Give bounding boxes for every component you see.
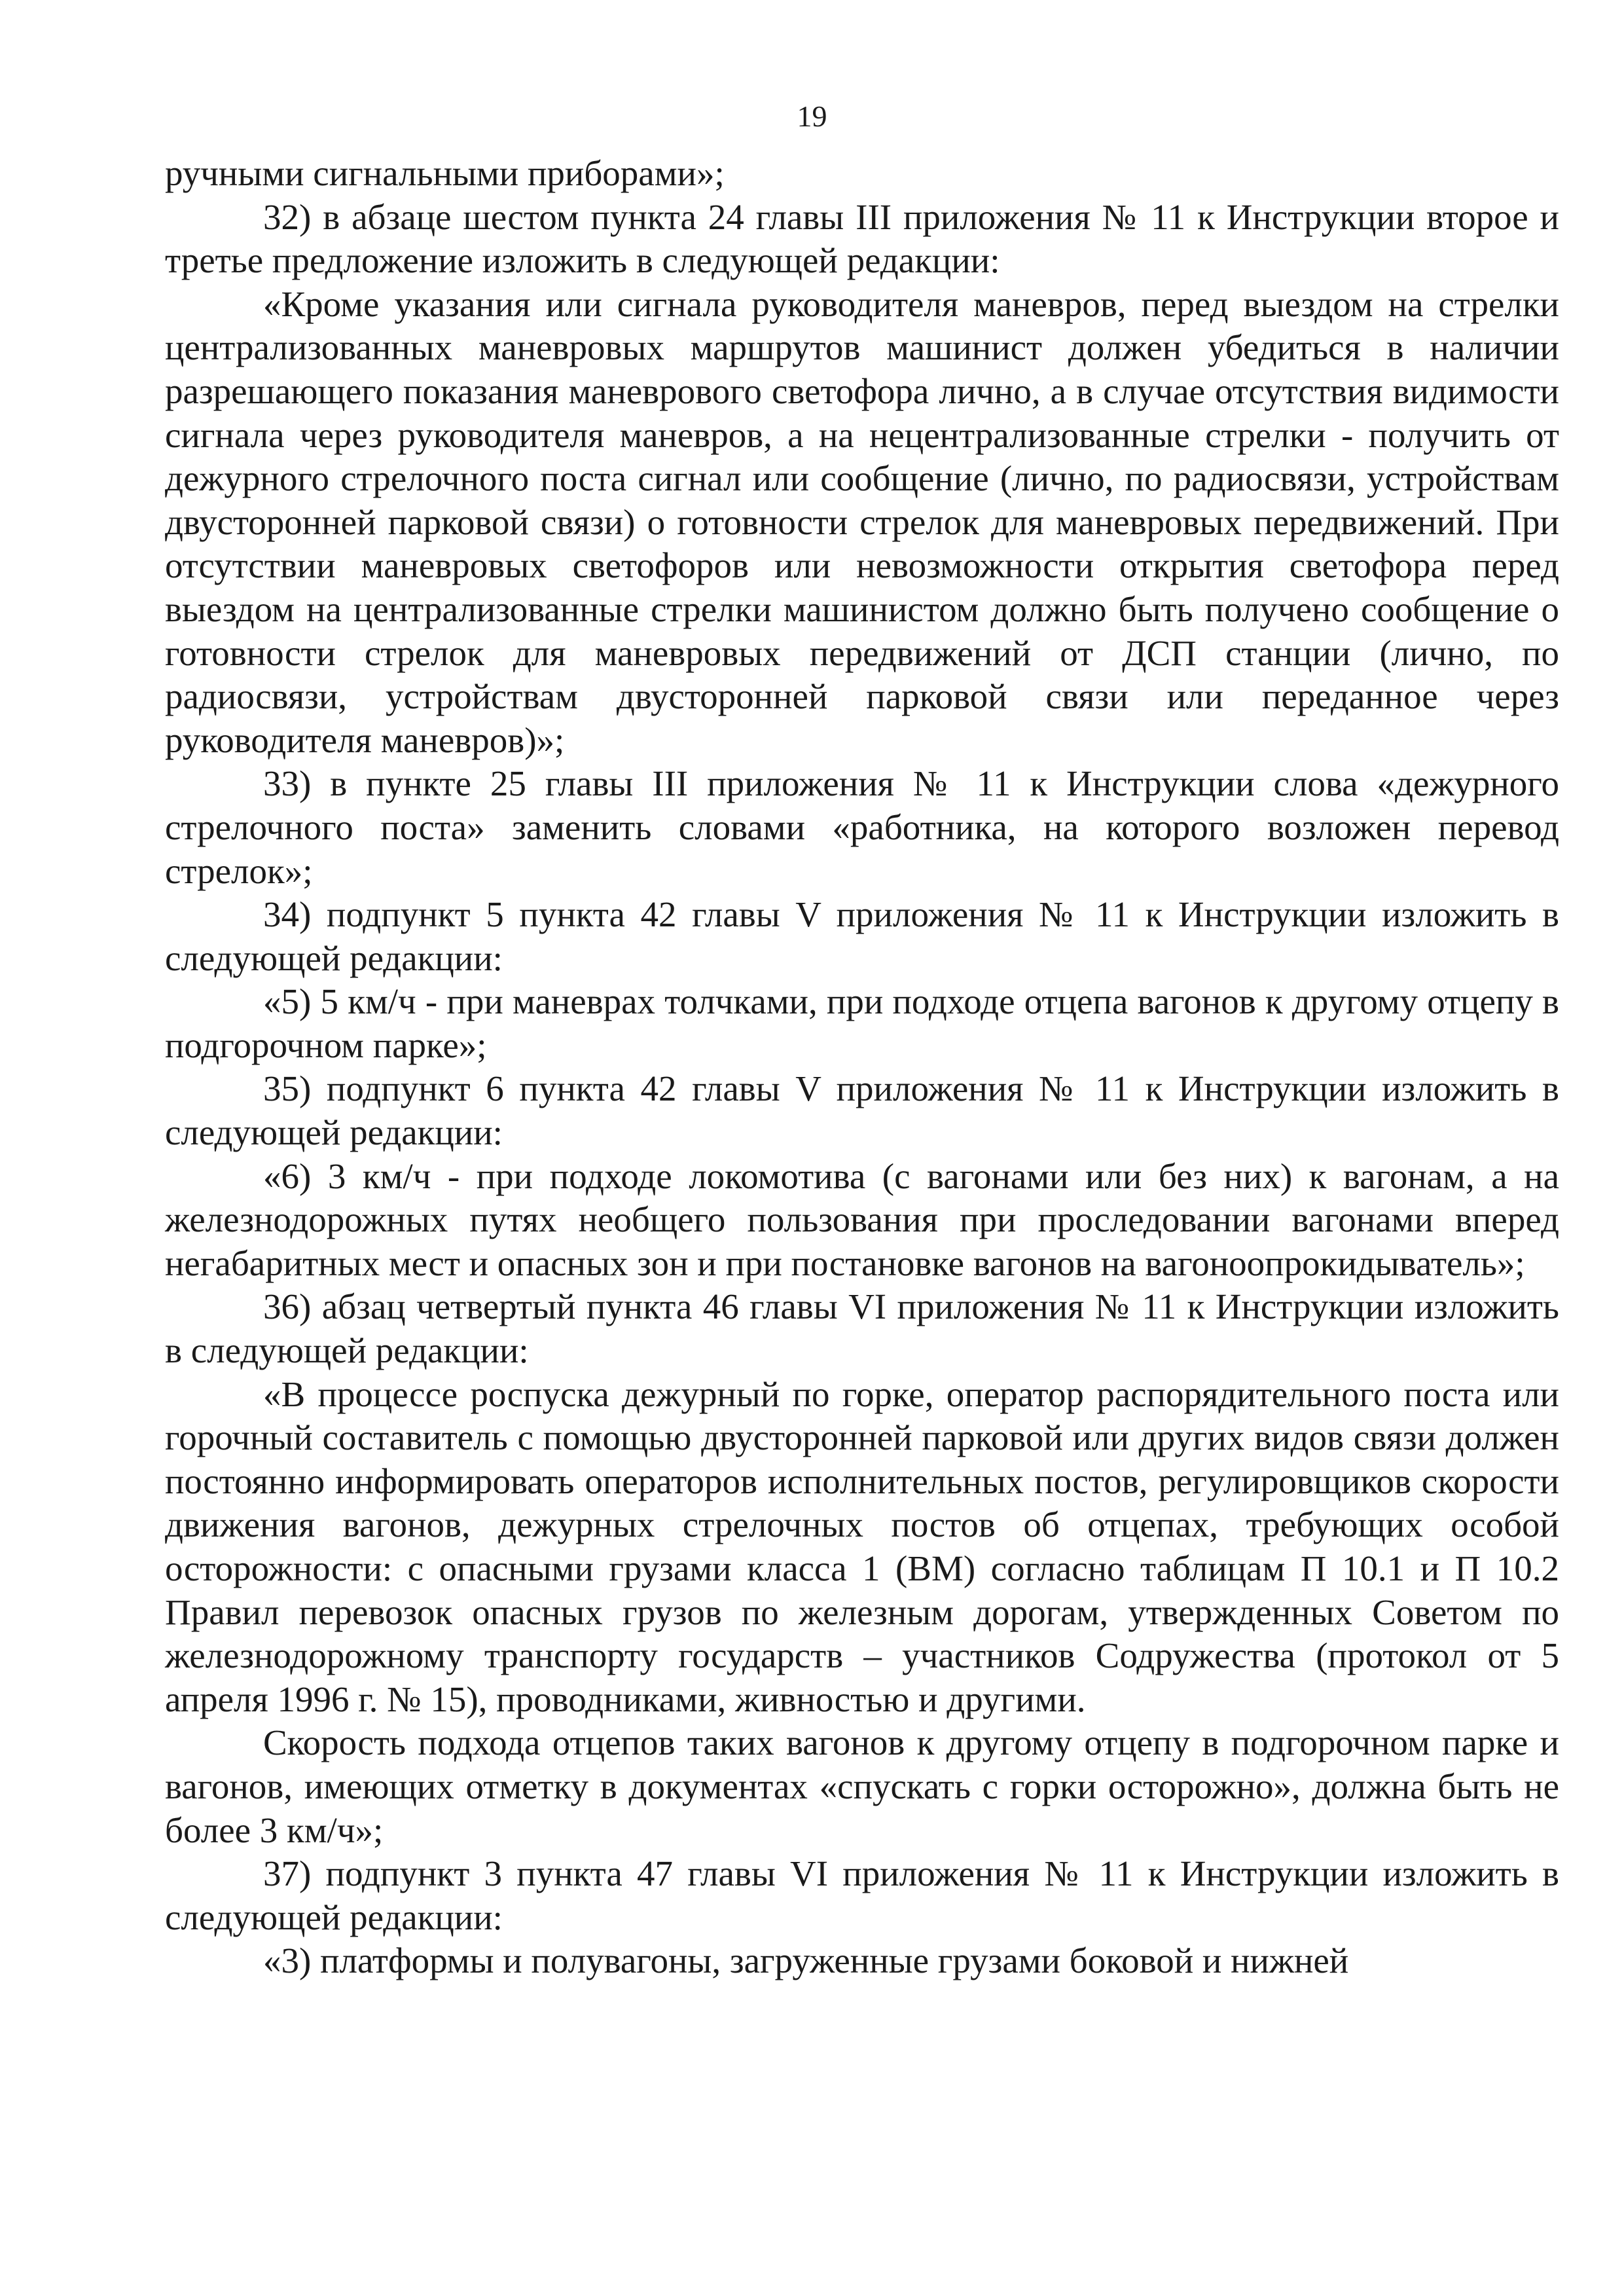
paragraph-continuation: ручными сигнальными приборами»;	[165, 153, 725, 193]
page-number: 19	[797, 100, 827, 133]
document-body	[165, 152, 1559, 1983]
paragraph-item-36: 36) абзац четвертый пункта 46 главы VI приложения № 11 к Инструкции изложить в следующей редакции:	[165, 1286, 1559, 1371]
paragraph-quote-34: «5) 5 км/ч - при маневрах толчками, при подходе отцепа вагонов к другому отцепу в подгорочном парке»;	[165, 981, 1559, 1065]
paragraph-item-32: 32) в абзаце шестом пункта 24 главы III приложения № 11 к Инструкции второе и третье предложение изложить в следующей редакции:	[165, 196, 1559, 281]
paragraph-item-35: 35) подпункт 6 пункта 42 главы V приложения № 11 к Инструкции изложить в следующей редакции:	[165, 1068, 1559, 1153]
paragraph-item-37: 37) подпункт 3 пункта 47 главы VI приложения № 11 к Инструкции изложить в следующей редакции:	[165, 1853, 1559, 1937]
paragraph-item-33: 33) в пункте 25 главы III приложения № 11 к Инструкции слова «дежурного стрелочного поста» заменить словами «работника, на которого возложен перевод стрелок»;	[165, 763, 1559, 891]
paragraph-quote-32: «Кроме указания или сигнала руководителя маневров, перед выездом на стрелки централизованных маневровых маршрутов машинист должен убедиться в наличии разрешающего показания маневрового светофора лично, а в случае отсутствия видимости сигнала через руководителя маневров, а на нецентрализованные стрелки - получить от дежурного стрелочного поста сигнал или сообщение (лично, по радиосвязи, устройствам двусторонней парковой связи) о готовности стрелок для маневровых передвижений. При отсутствии маневровых светофоров или невозможности открытия светофора перед выездом на централизованные стрелки машинистом должно быть получено сообщение о готовности стрелок для маневровых передвижений от ДСП станции (лично, по радиосвязи, устройствам двусторонней парковой связи или переданное через руководителя маневров)»;	[165, 283, 1559, 760]
paragraph-quote-36-speed: Скорость подхода отцепов таких вагонов к другому отцепу в подгорочном парке и вагонов, имеющих отметку в документах «спускать с горки осторожно», должна быть не более 3 км/ч»;	[165, 1722, 1559, 1850]
paragraph-quote-35: «6) 3 км/ч - при подходе локомотива (с вагонами или без них) к вагонам, а на железнодорожных путях необщего пользования при проследовании вагонами вперед негабаритных мест и опасных зон и при постановке вагонов на вагоноопрокидыватель»;	[165, 1156, 1559, 1283]
paragraph-item-34: 34) подпункт 5 пункта 42 главы V приложения № 11 к Инструкции изложить в следующей редакции:	[165, 894, 1559, 978]
paragraph-quote-37: «3) платформы и полувагоны, загруженные грузами боковой и нижней	[263, 1941, 1349, 1981]
paragraph-quote-36: «В процессе роспуска дежурный по горке, оператор распорядительного поста или горочный составитель с помощью двусторонней парковой или других видов связи должен постоянно информировать операторов исполнительных постов, регулировщиков скорости движения вагонов, дежурных стрелочных постов об отцепах, требующих особой осторожности: с опасными грузами класса 1 (ВМ) согласно таблицам П 10.1 и П 10.2 Правил перевозок опасных грузов по железным дорогам, утвержденных Советом по железнодорожному транспорту государств – участников Содружества (протокол от 5 апреля 1996 г. № 15), проводниками, живностью и другими.	[165, 1374, 1559, 1719]
